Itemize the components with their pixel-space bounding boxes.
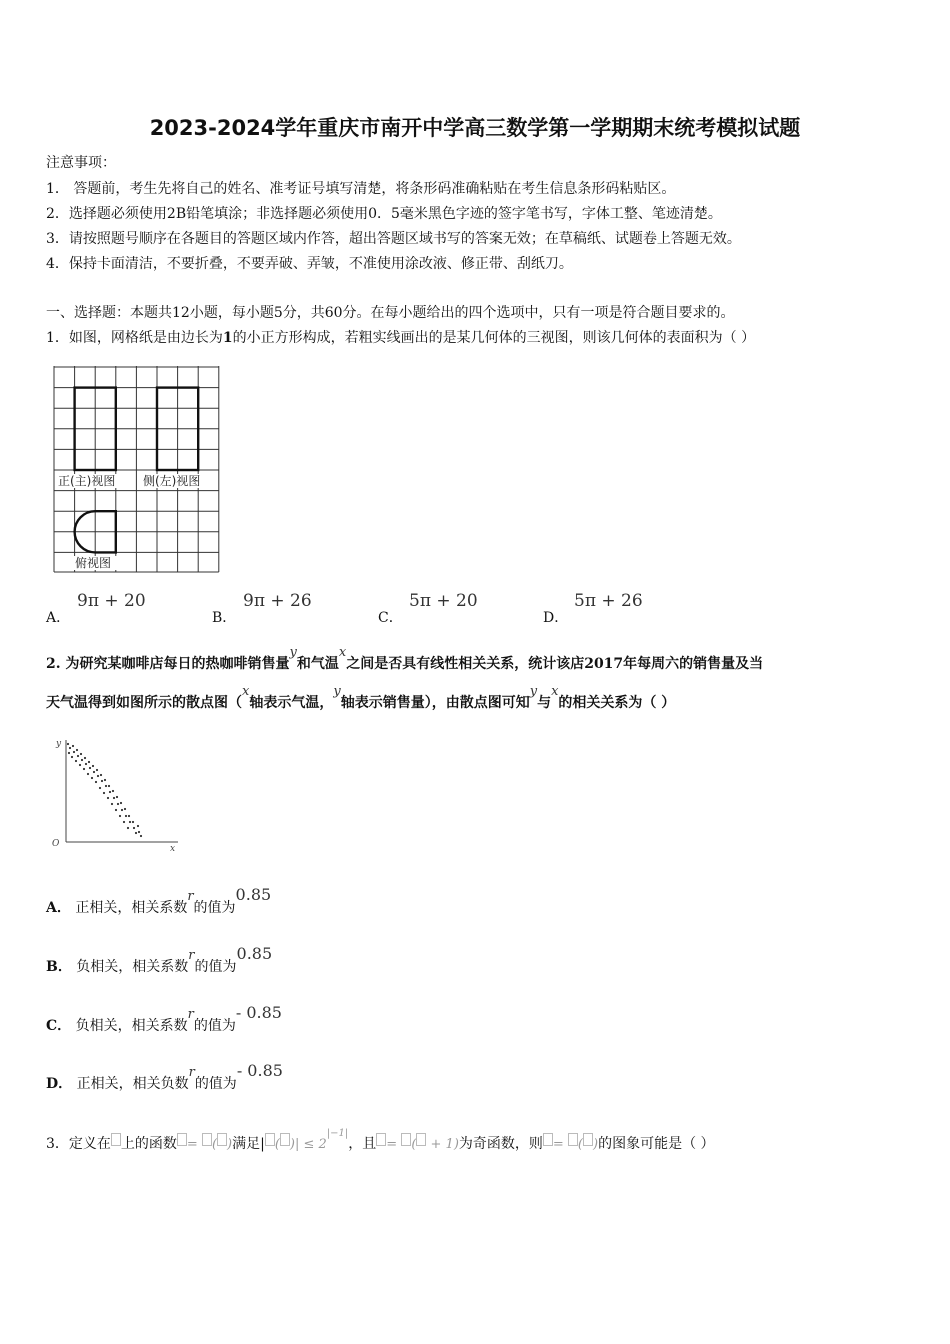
q2-var-x-2: x — [242, 684, 250, 699]
q3-part-o: ( — [577, 1137, 583, 1152]
q2-stem-i: 的相关关系为（ ） — [558, 695, 676, 711]
q1-option-a-value: 9π + 20 — [77, 591, 146, 611]
q3-func-placeholder-icon — [202, 1133, 212, 1146]
q1-stem-part-a: 1．如图，网格纸是由边长为 — [46, 330, 223, 346]
q3-y-func-icon — [568, 1133, 578, 1146]
q2-year: 2017 — [584, 656, 624, 672]
q2-option-d-value: - 0.85 — [236, 1061, 283, 1080]
q3-y-placeholder-icon — [543, 1133, 553, 1146]
q3-part-k: ( — [411, 1137, 417, 1152]
q3-g-placeholder-icon — [376, 1133, 386, 1146]
q2-option-c — [46, 1003, 282, 1035]
q3-part-e: ) — [227, 1137, 233, 1152]
q2-option-b — [46, 944, 273, 976]
q2-option-d-r: r — [188, 1065, 195, 1080]
q2-stem-g: 轴表示销售量），由散点图可知 — [340, 695, 530, 711]
q2-option-c-label: C． — [46, 1018, 72, 1034]
page-title: 2023-2024学年重庆市南开中学高三数学第一学期期末统考模拟试题 — [149, 116, 801, 140]
notice-item-2: 2．选择题必须使用2B铅笔填涂；非选择题必须使用0．5毫米黑色字迹的签字笔书写，字体工整、笔迹清楚。 — [46, 206, 722, 222]
q3-g-arg-icon — [416, 1133, 426, 1146]
q3-stem — [46, 1128, 715, 1153]
q1-option-c-label: C． — [378, 610, 403, 626]
q3-abs-func-icon — [265, 1133, 275, 1146]
q3-part-j: = — [386, 1137, 402, 1152]
front-view-label: 正(主)视图 — [58, 474, 116, 488]
q1-stem — [46, 327, 755, 347]
q2-option-c-text: 负相关，相关系数 — [75, 1018, 188, 1034]
q1-option-c-value: 5π + 20 — [409, 591, 478, 611]
q2-option-b-r: r — [188, 948, 195, 963]
q2-stem-d: 年每周六的销售量及当 — [623, 656, 764, 672]
q3-part-c: = — [186, 1137, 202, 1152]
q2-stem-line-2 — [46, 684, 676, 712]
q1-option-b-label: B． — [212, 610, 237, 626]
notice-item-3: 3．请按照题号顺序在各题目的答题区域内作答，超出答题区域书写的答案无效；在草稿纸、试题卷上答题无效。 — [46, 231, 741, 247]
q2-stem-c: 之间是否具有线性相关关系，统计该店 — [346, 656, 585, 672]
q2-option-c-tail: 的值为 — [193, 1018, 236, 1034]
q3-part-i: ，且 — [348, 1136, 377, 1152]
origin-label: O — [52, 839, 60, 849]
q3-abs-arg-icon — [280, 1133, 290, 1146]
q1-option-a-label: A． — [46, 610, 71, 626]
q2-stem-e: 天气温得到如图所示的散点图（ — [46, 695, 242, 711]
q2-option-c-r: r — [187, 1007, 194, 1022]
notice-item-4: 4．保持卡面清洁，不要折叠，不要弄破、弄皱，不准使用涂改液、修正带、刮纸刀。 — [46, 256, 573, 272]
q2-option-c-value: - 0.85 — [235, 1003, 282, 1022]
q3-y-arg-icon — [583, 1133, 593, 1146]
q3-part-a: 3．定义在 — [46, 1136, 111, 1152]
q1-stem-part-c: 的小正方形构成，若粗实线画出的是某几何体的三视图，则该几何体的表面积为（ ） — [232, 330, 756, 346]
q2-option-d-text: 正相关，相关负数 — [76, 1076, 189, 1092]
q1-option-b-value: 9π + 26 — [243, 591, 312, 611]
q2-var-y: y — [289, 645, 297, 660]
q2-option-a-tail: 的值为 — [193, 900, 236, 916]
q3-part-f: 满足| — [232, 1136, 265, 1152]
q2-option-b-value: 0.85 — [236, 944, 273, 963]
top-view-label: 俯视图 — [75, 556, 112, 570]
q3-domain-placeholder-icon — [111, 1133, 121, 1146]
q2-stem-h: 与 — [537, 695, 552, 711]
q3-exponent: |−1| — [326, 1128, 349, 1139]
q3-part-b: 上的函数 — [120, 1136, 177, 1152]
scatter-points — [67, 743, 142, 837]
three-view-figure — [52, 366, 222, 576]
q2-var-y-2: y — [333, 684, 341, 699]
q2-option-b-tail: 的值为 — [194, 959, 237, 975]
q2-option-b-text: 负相关，相关系数 — [76, 959, 189, 975]
q2-option-b-label: B． — [46, 959, 72, 975]
q2-option-d-tail: 的值为 — [194, 1076, 237, 1092]
side-view-label: 侧(左)视图 — [143, 474, 201, 488]
q3-part-p: ) — [593, 1137, 599, 1152]
notice-item-1: 1． 答题前，考生先将自己的姓名、准考证号填写清楚，将条形码准确粘贴在考生信息条形码粘贴区。 — [46, 181, 676, 197]
q3-part-h: )| ≤ 2 — [289, 1137, 327, 1152]
q3-arg-placeholder-icon — [217, 1133, 227, 1146]
q2-option-d — [46, 1061, 283, 1093]
q1-option-d-value: 5π + 26 — [574, 591, 643, 611]
section-heading: 一、选择题：本题共12小题，每小题5分，共60分。在每小题给出的四个选项中，只有一项是符合题目要求的。 — [46, 305, 735, 321]
q3-part-q: 的图象可能是（ ） — [598, 1136, 715, 1152]
q3-part-d: ( — [211, 1137, 218, 1152]
q2-var-x: x — [338, 645, 347, 660]
notice-heading: 注意事项： — [46, 155, 116, 171]
q2-option-a — [46, 885, 272, 917]
scatter-plot — [50, 736, 182, 854]
q2-option-a-r: r — [187, 889, 194, 904]
q2-var-x-3: x — [551, 684, 559, 699]
q3-part-n: = — [552, 1137, 568, 1152]
q2-stem-line-1 — [46, 645, 764, 673]
q3-part-l: + 1) — [426, 1137, 459, 1152]
x-axis-label: x — [170, 844, 176, 854]
q1-option-d-label: D． — [543, 610, 569, 626]
q2-option-a-label: A． — [46, 900, 71, 916]
q2-option-a-text: 正相关，相关系数 — [75, 900, 188, 916]
q2-stem-a: 2. 为研究某咖啡店每日的热咖啡销售量 — [46, 656, 290, 672]
q3-part-m: 为奇函数，则 — [458, 1136, 543, 1152]
y-axis-label: y — [56, 739, 62, 749]
q2-stem-f: 轴表示气温， — [249, 695, 334, 711]
q2-var-y-3: y — [529, 684, 538, 699]
q2-option-d-label: D． — [46, 1076, 73, 1092]
q3-part-g: ( — [274, 1137, 280, 1152]
q1-stem-number: 1 — [222, 330, 233, 346]
q3-var-placeholder-icon — [177, 1133, 187, 1146]
q2-option-a-value: 0.85 — [235, 885, 272, 904]
q2-stem-b: 和气温 — [296, 656, 339, 672]
q3-g-func-icon — [401, 1133, 411, 1146]
